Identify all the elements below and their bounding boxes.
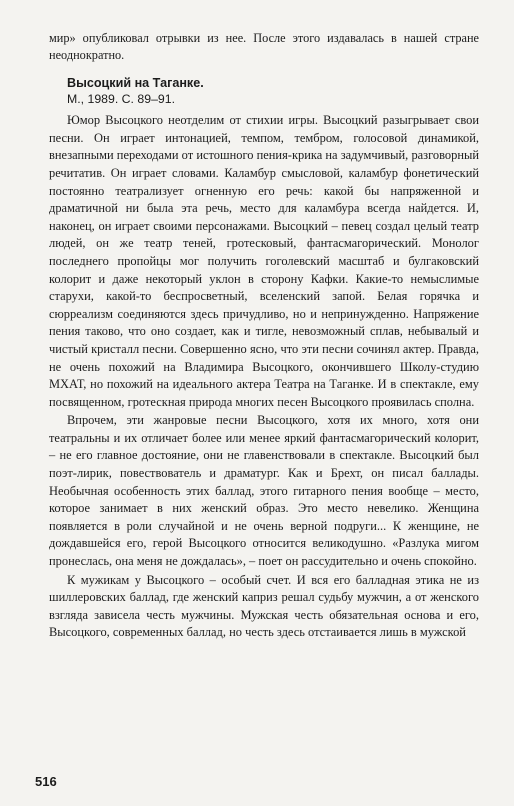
paragraph: К мужикам у Высоцкого – особый счет. И вся его балладная этика не из шиллеровских баллад, где женский каприз решал судьбу мужчин, а от женского взгляда зависела честь мужчины. Мужская честь обязательная основа и его, Высоцкого, современных баллад, но честь здесь отстаивается лишь в мужской [49, 572, 479, 640]
body-text [49, 112, 479, 642]
entry-heading [67, 75, 479, 107]
entry-source: М., 1989. С. 89–91. [67, 92, 176, 107]
entry-title: Высоцкий на Таганке. [67, 76, 204, 91]
paragraph: Юмор Высоцкого неотделим от стихии игры. Высоцкий разыгрывает свои песни. Он играет интонацией, темпом, тембром, голосовой динамикой, внезапными переходами от истошного пения-крика на задумчивый, разговорный речитатив. Он играет словами. Каламбур смысловой, каламбур фонетический постоянно театрализует огненную его речь: какой бы напряженной и драматичной ни была эта речь, место для каламбура всегда найдется. И, наконец, он играет своими персонажами. Высоцкий – певец создал целый театр людей, он же театр теней, гротесковый, фантасмагорический. Монолог последнего пропойцы мог получить гоголевский масштаб и булгаковский колорит и даже некоторый уклон в сторону Кафки. Какие-то немыслимые старухи, какой-то беспросветный, вселенский запой. Белая горячка и сюрреализм соединяются здесь причудливо, но и непринужденно. Напряжение пения таково, что оно создает, как и тигле, невозможный сплав, небывалый и чистый кристалл песни. Совершенно ясно, что эти песни сочинял актер. Правда, не очень похожий на Владимира Высоцкого, окончившего Школу-студию МХАТ, но похожий на идеального актера Театра на Таганке. И в спектакле, ему посвященном, гротескная природа многих песен Высоцкого проявилась сполна. [49, 113, 479, 409]
page-number: 516 [35, 774, 57, 789]
intro-text: мир» опубликовал отрывки из нее. После этого издавалась в нашей стране неоднократно. [49, 31, 479, 62]
page-content [49, 30, 479, 642]
paragraph: Впрочем, эти жанровые песни Высоцкого, хотя их много, хотя они театральны и их отличает более или менее яркий фантасмагорический колорит, – не его главное достояние, они не главенствовали в спектакле. Высоцкий был поэт-лирик, повествователь и драматург. Как и Брехт, он писал баллады. Необычная особенность этих баллад, этого гитарного пения вообще – место, которое занимает в них женский образ. Это место невелико. Женщина появляется в роли случайной и не очень верной подруги... К женщине, не дождавшейся его, герой Высоцкого относится великодушно. «Разлука мигом пронеслась, она меня не дождалась», – поет он рассудительно и очень спокойно. [49, 413, 479, 569]
